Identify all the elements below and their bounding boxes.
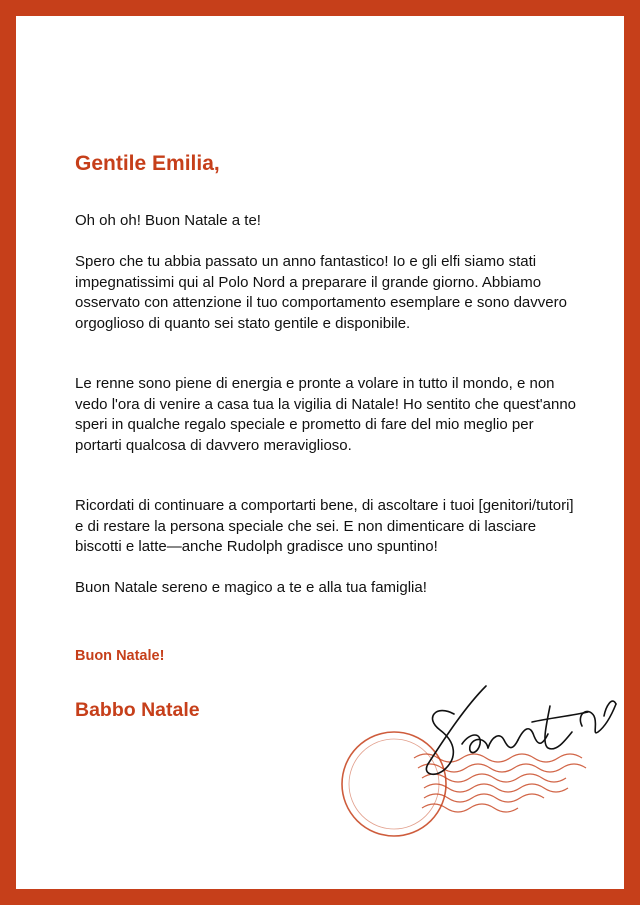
letter-paragraph: Buon Natale sereno e magico a te e alla tua famiglia! (75, 579, 427, 596)
letter-paragraph: Le renne sono piene di energia e pronte a volare in tutto il mondo, e non vedo l'ora di venire a casa tua la vigilia di Natale! Ho sentito che quest'anno speri in qualche regalo speciale e prometto di fare del mio meglio per portarti qualcosa di davvero meraviglioso. (75, 375, 577, 454)
letter-closing: Buon Natale! (75, 648, 165, 664)
letter-greeting: Gentile Emilia, (75, 152, 220, 175)
signature-name: Babbo Natale (75, 699, 200, 721)
letter-paragraph: Spero che tu abbia passato un anno fantastico! Io e gli elfi siamo stati impegnatissimi qui al Polo Nord a preparare il grande giorno. Abbiamo osservato con attenzione il tuo comportamento esemplare e sono davvero orgoglioso di quanto sei stato gentile e disponibile. (75, 253, 567, 332)
postmark-stamp-icon (336, 666, 636, 866)
letter-paragraph: Ricordati di continuare a comportarti bene, di ascoltare i tuoi [genitori/tutori] e di restare la persona speciale che sei. E non dimenticare di lasciare biscotti e latte—anche Rudolph gradisce uno spuntino! (75, 497, 574, 555)
letter-paragraph: Oh oh oh! Buon Natale a te! (75, 212, 261, 229)
